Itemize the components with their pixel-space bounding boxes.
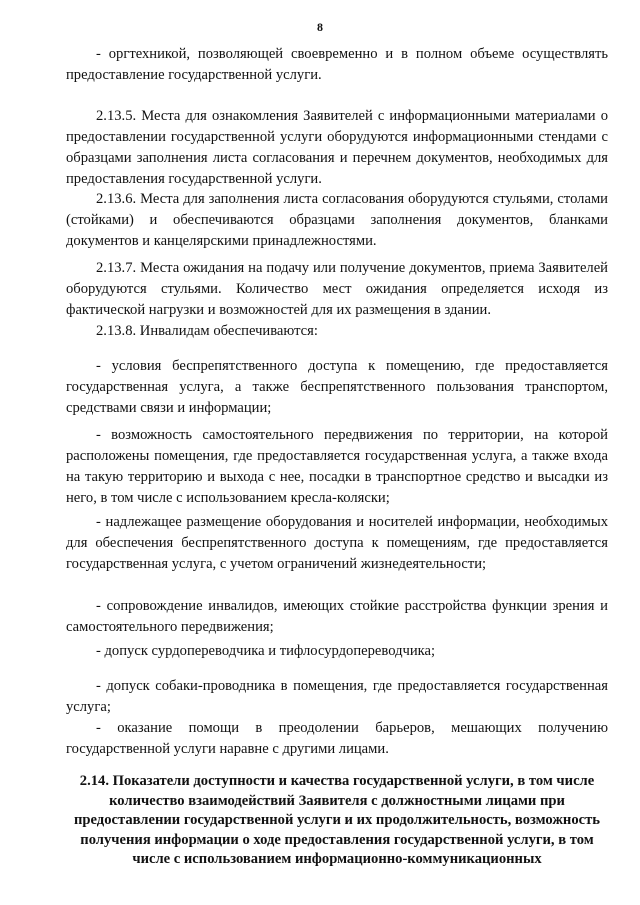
list-item-access-conditions: - условия беспрепятственного доступа к помещению, где предоставляется государственная услуга, а также беспрепятственного пользования транспортом, средствами связи и информации; [66, 358, 608, 416]
list-item-escort: - сопровождение инвалидов, имеющих стойкие расстройства функции зрения и самостоятельного передвижения; [66, 598, 608, 635]
list-item-guide-dog: - допуск собаки-проводника в помещения, где предоставляется государственная услуга; [66, 678, 608, 715]
list-item-independent-movement: - возможность самостоятельного передвижения по территории, на которой расположены помещения, где предоставляется государственная услуга, а также входа на такую территорию и выхода с нее, посадки в транспортное средство и высадки из него, в том числе с использованием кресла-коляски; [66, 427, 608, 506]
section-heading-2-14: 2.14. Показатели доступности и качества государственной услуги, в том числе количество взаимодействий Заявителя с должностными лицами при предоставлении государственной услуги и их продолжительность, возможность получения информации о ходе предоставления государственной услуги, в том числе с использованием информационно-коммуникационных [74, 773, 600, 867]
list-item-equipment-placement: - надлежащее размещение оборудования и носителей информации, необходимых для обеспечения беспрепятственного доступа к помещениям, где предоставляется государственная услуга, с учетом ограничений жизнедеятельности; [66, 514, 608, 572]
paragraph-2-13-8: 2.13.8. Инвалидам обеспечиваются: [96, 323, 318, 339]
paragraph-equipment-item: - оргтехникой, позволяющей своевременно и в полном объеме осуществлять предоставление государственной услуги. [66, 46, 608, 83]
list-item-barrier-assistance: - оказание помощи в преодолении барьеров, мешающих получению государственной услуги наравне с другими лицами. [66, 720, 608, 757]
document-body [66, 0, 608, 770]
page-number: 8 [317, 20, 323, 34]
paragraph-2-13-7: 2.13.7. Места ожидания на подачу или получение документов, приема Заявителей оборудуются стульями. Количество мест ожидания определяется исходя из фактической нагрузки и возможностей для их размещения в здании. [66, 260, 608, 318]
paragraph-2-13-5: 2.13.5. Места для ознакомления Заявителей с информационными материалами о предоставлении государственной услуги оборудуются информационными стендами с образцами заполнения листа согласования и перечнем документов, необходимых для предоставления государственной услуги. [66, 108, 608, 187]
paragraph-2-13-6: 2.13.6. Места для заполнения листа согласования оборудуются стульями, столами (стойками) и обеспечиваются образцами заполнения документов, бланками документов и канцелярскими принадлежностями. [66, 191, 608, 249]
list-item-interpreter: - допуск сурдопереводчика и тифлосурдопереводчика; [96, 643, 436, 659]
